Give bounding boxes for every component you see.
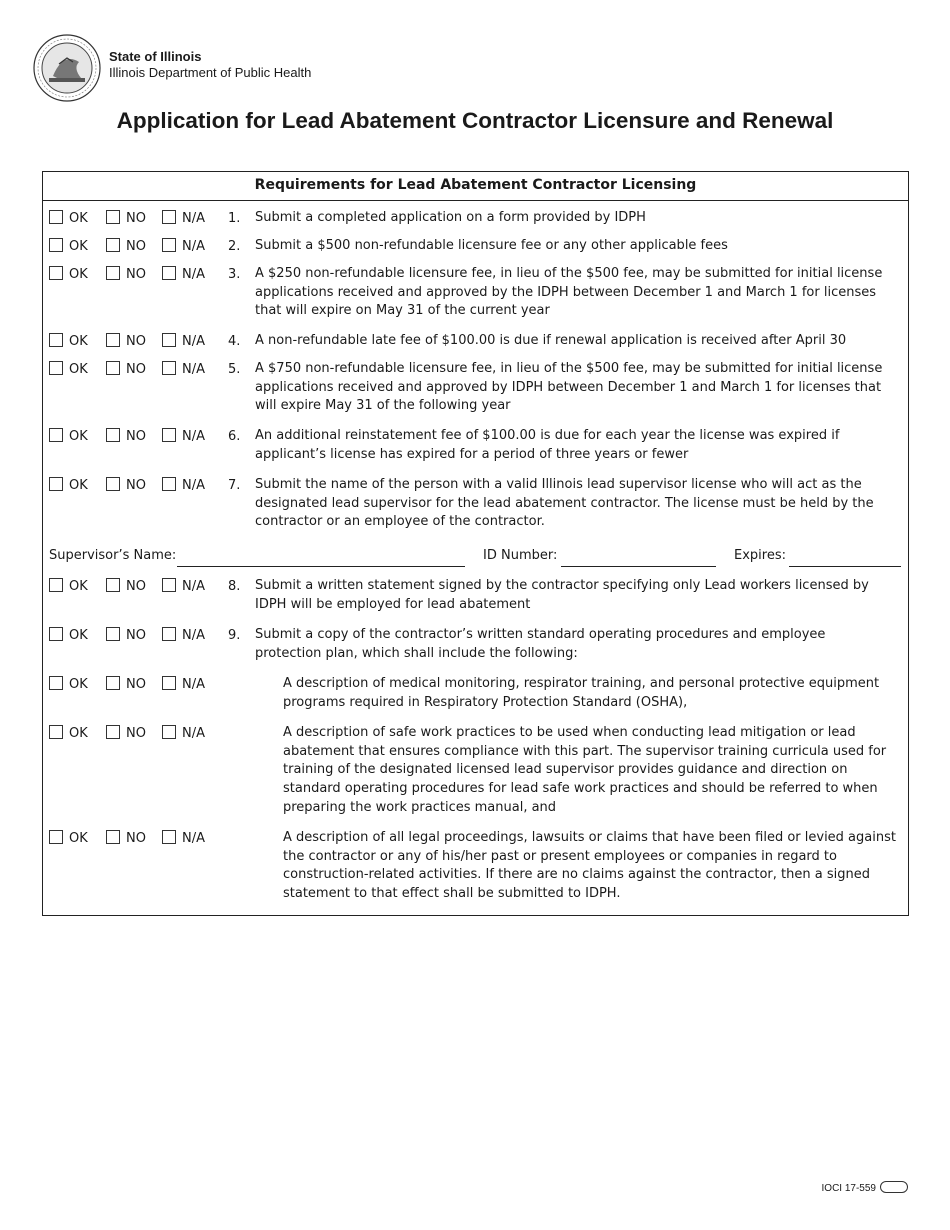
item-text: Submit a copy of the contractor’s written standard operating procedures and employee protection plan, which shall include the following: [255, 627, 826, 661]
na-label: N/A [182, 677, 205, 692]
item-text: A $750 non-refundable licensure fee, in lieu of the $500 fee, may be submitted for initial license applications received and approved by IDPH between December 1 and March 1 for licenses that will expire May 31 of the following year [255, 361, 883, 414]
agency-block [109, 49, 311, 81]
no-checkbox[interactable] [106, 830, 120, 844]
na-checkbox[interactable] [162, 210, 176, 224]
ok-checkbox[interactable] [49, 725, 63, 739]
na-checkbox[interactable] [162, 830, 176, 844]
item-number: 3. [228, 267, 241, 282]
no-label: NO [126, 211, 146, 226]
ok-label: OK [69, 334, 88, 349]
no-label: NO [126, 334, 146, 349]
ok-label: OK [69, 267, 88, 282]
item-text: An additional reinstatement fee of $100.00 is due for each year the license was expired if applicant’s license has expired for a period of three years or fewer [255, 428, 840, 462]
ok-checkbox[interactable] [49, 830, 63, 844]
na-label: N/A [182, 478, 205, 493]
no-checkbox[interactable] [106, 361, 120, 375]
ok-checkbox[interactable] [49, 333, 63, 347]
item-text: Submit the name of the person with a valid Illinois lead supervisor license who will act as the designated lead supervisor for the lead abatement contractor. The license must be held by the contractor or an employee of the contractor. [255, 477, 874, 530]
no-label: NO [126, 579, 146, 594]
no-label: NO [126, 362, 146, 377]
na-checkbox[interactable] [162, 578, 176, 592]
ok-checkbox[interactable] [49, 676, 63, 690]
no-checkbox[interactable] [106, 210, 120, 224]
ok-label: OK [69, 429, 88, 444]
no-checkbox[interactable] [106, 676, 120, 690]
na-label: N/A [182, 429, 205, 444]
item-number: 7. [228, 478, 241, 493]
ok-label: OK [69, 478, 88, 493]
na-checkbox[interactable] [162, 477, 176, 491]
na-label: N/A [182, 726, 205, 741]
ok-label: OK [69, 211, 88, 226]
item-text: A non-refundable late fee of $100.00 is due if renewal application is received after April 30 [255, 333, 847, 348]
item-number: 5. [228, 362, 241, 377]
na-checkbox[interactable] [162, 333, 176, 347]
ok-label: OK [69, 726, 88, 741]
no-checkbox[interactable] [106, 428, 120, 442]
ok-label: OK [69, 628, 88, 643]
na-label: N/A [182, 211, 205, 226]
form-code-text: IOCI 17-559 [821, 1183, 876, 1194]
na-checkbox[interactable] [162, 725, 176, 739]
id-number-field[interactable] [561, 566, 716, 567]
item-text: A $250 non-refundable licensure fee, in lieu of the $500 fee, may be submitted for initial license applications received and approved by the IDPH between December 1 and March 1 for licenses that will expire on May 31 of the current year [255, 266, 883, 319]
requirements-heading: Requirements for Lead Abatement Contractor Licensing [43, 172, 908, 201]
expires-field[interactable] [789, 566, 901, 567]
na-checkbox[interactable] [162, 238, 176, 252]
na-label: N/A [182, 267, 205, 282]
printer-mark-icon [880, 1181, 908, 1193]
no-checkbox[interactable] [106, 578, 120, 592]
na-label: N/A [182, 334, 205, 349]
item-number: 2. [228, 239, 241, 254]
no-checkbox[interactable] [106, 725, 120, 739]
item-number: 4. [228, 334, 241, 349]
no-label: NO [126, 429, 146, 444]
ok-label: OK [69, 579, 88, 594]
supervisor-name-field[interactable] [177, 566, 465, 567]
requirements-table [42, 171, 909, 916]
department-name: Illinois Department of Public Health [109, 65, 312, 80]
item-text: Submit a completed application on a form provided by IDPH [255, 210, 646, 225]
expires-label: Expires: [734, 548, 786, 563]
no-label: NO [126, 677, 146, 692]
illinois-state-seal-icon [33, 34, 101, 102]
no-checkbox[interactable] [106, 627, 120, 641]
ok-checkbox[interactable] [49, 210, 63, 224]
ok-checkbox[interactable] [49, 361, 63, 375]
na-label: N/A [182, 239, 205, 254]
ok-checkbox[interactable] [49, 477, 63, 491]
ok-checkbox[interactable] [49, 578, 63, 592]
na-checkbox[interactable] [162, 676, 176, 690]
item-number: 6. [228, 429, 241, 444]
state-name: State of Illinois [109, 49, 202, 64]
no-checkbox[interactable] [106, 477, 120, 491]
item-text: A description of medical monitoring, respirator training, and personal protective equipment programs required in Respiratory Protection Standard (OSHA), [283, 676, 880, 710]
na-checkbox[interactable] [162, 428, 176, 442]
ok-label: OK [69, 239, 88, 254]
ok-checkbox[interactable] [49, 428, 63, 442]
na-label: N/A [182, 628, 205, 643]
no-checkbox[interactable] [106, 238, 120, 252]
ok-label: OK [69, 362, 88, 377]
ok-checkbox[interactable] [49, 266, 63, 280]
na-checkbox[interactable] [162, 627, 176, 641]
na-label: N/A [182, 362, 205, 377]
supervisor-name-label: Supervisor’s Name: [49, 548, 177, 563]
ok-checkbox[interactable] [49, 238, 63, 252]
na-label: N/A [182, 831, 205, 846]
no-label: NO [126, 239, 146, 254]
no-label: NO [126, 628, 146, 643]
no-label: NO [126, 831, 146, 846]
id-number-label: ID Number: [483, 548, 558, 563]
item-text: Submit a $500 non-refundable licensure fee or any other applicable fees [255, 238, 728, 253]
item-number: 1. [228, 211, 241, 226]
no-label: NO [126, 267, 146, 282]
ok-label: OK [69, 677, 88, 692]
ok-checkbox[interactable] [49, 627, 63, 641]
na-label: N/A [182, 579, 205, 594]
item-text: Submit a written statement signed by the contractor specifying only Lead workers licensed by IDPH will be employed for lead abatement [255, 578, 869, 612]
supervisor-fields [43, 546, 908, 568]
na-checkbox[interactable] [162, 361, 176, 375]
no-label: NO [126, 726, 146, 741]
no-checkbox[interactable] [106, 266, 120, 280]
na-checkbox[interactable] [162, 266, 176, 280]
item-text: A description of safe work practices to be used when conducting lead mitigation or lead abatement that ensures compliance with this part. The supervisor training curricula used for training of the designated licensed lead supervisor provides guidance and direction on standard operating procedures for lead safe work practices and should be referred to when preparing the work practices manual, and [283, 725, 887, 815]
no-checkbox[interactable] [106, 333, 120, 347]
page-title: Application for Lead Abatement Contractor Licensure and Renewal [116, 108, 834, 133]
item-number: 8. [228, 579, 241, 594]
ok-label: OK [69, 831, 88, 846]
no-label: NO [126, 478, 146, 493]
item-number: 9. [228, 628, 241, 643]
item-text: A description of all legal proceedings, lawsuits or claims that have been filed or levied against the contractor or any of his/her past or present employees or companies in regard to construction-related activities. If there are no claims against the contractor, then a signed statement to that effect shall be submitted to IDPH. [283, 830, 896, 902]
form-code [822, 1181, 908, 1194]
